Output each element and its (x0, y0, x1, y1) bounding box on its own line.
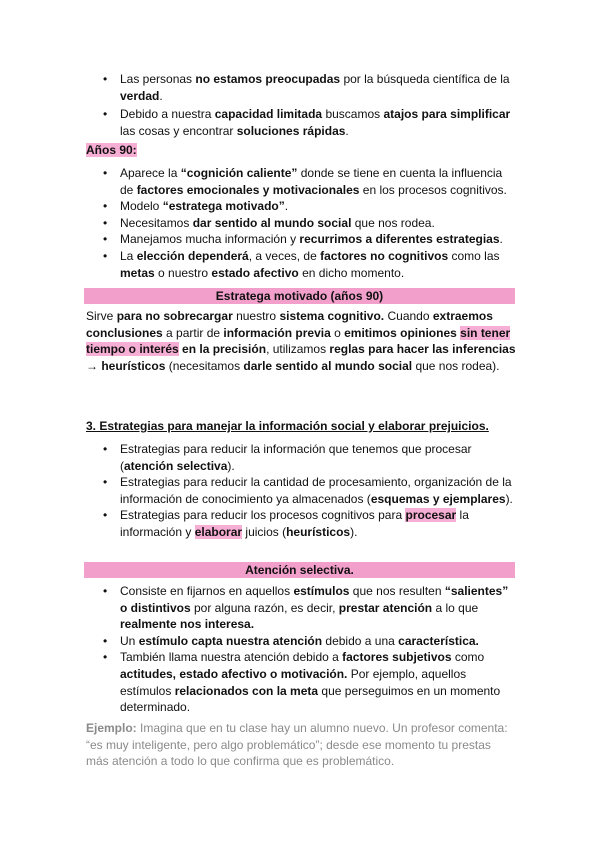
paragraph-estratega: Sirve para no sobrecargar nuestro sistema cognitivo. Cuando extraemos conclusiones a partir de información previa o emitimos opiniones sin tener tiempo o interés en la precisión, utilizamos reglas para hacer las inferencias → heurísticos (necesitamos darle sentido al mundo social que nos rodea). (86, 309, 516, 373)
list-item: • Las personas no estamos preocupadas por la búsqueda científica de la verdad. (86, 71, 514, 104)
list-item: • Estrategias para reducir la información que tenemos que procesar (atención selectiva). (86, 441, 514, 474)
section-title-3: 3. Estrategias para manejar la información social y elaborar prejuicios. (86, 419, 489, 433)
list-item: • Debido a nuestra capacidad limitada buscamos atajos para simplificar las cosas y encontrar soluciones rápidas. (86, 106, 514, 139)
list-item: • La elección dependerá, a veces, de factores no cognitivos como las metas o nuestro estado afectivo en dicho momento. (86, 248, 514, 281)
bullet-list-atencion (86, 583, 514, 716)
section-bar-estratega: Estratega motivado (años 90) (84, 288, 515, 304)
bullet-list-90s (86, 165, 514, 281)
list-item: • Manejamos mucha información y recurrimos a diferentes estrategias. (86, 231, 514, 248)
list-item: • Necesitamos dar sentido al mundo social que nos rodea. (86, 215, 514, 232)
list-item: • Estrategias para reducir los procesos cognitivos para procesar la información y elaborar juicios (heurísticos). (86, 507, 514, 540)
section-heading-90s: Años 90: (86, 143, 137, 157)
list-item: • Aparece la “cognición caliente” donde se tiene en cuenta la influencia de factores emocionales y motivacionales en los procesos cognitivos. (86, 165, 514, 198)
section-bar-atencion: Atención selectiva. (84, 562, 515, 578)
list-item: • También llama nuestra atención debido a factores subjetivos como actitudes, estado afectivo o motivación. Por ejemplo, aquellos estímulos relacionados con la meta que perseguimos en un momento determinado. (86, 649, 514, 715)
list-item: • Modelo “estratega motivado”. (86, 198, 514, 215)
list-item: • Un estímulo capta nuestra atención debido a una característica. (86, 633, 514, 650)
list-item: • Consiste en fijarnos en aquellos estímulos que nos resulten “salientes” o distintivos por alguna razón, es decir, prestar atención a lo que realmente nos interesa. (86, 583, 514, 633)
bullet-list-strategies (86, 441, 514, 541)
example-paragraph: Ejemplo: Imagina que en tu clase hay un alumno nuevo. Un profesor comenta: “es muy inteligente, pero algo problemático”; desde ese momento tu prestas más atención a todo lo que confirma que es problemático. (86, 721, 508, 769)
bullet-list-intro (86, 71, 514, 139)
list-item: • Estrategias para reducir la cantidad de procesamiento, organización de la información de conocimiento ya almacenados (esquemas y ejemplares). (86, 474, 514, 507)
